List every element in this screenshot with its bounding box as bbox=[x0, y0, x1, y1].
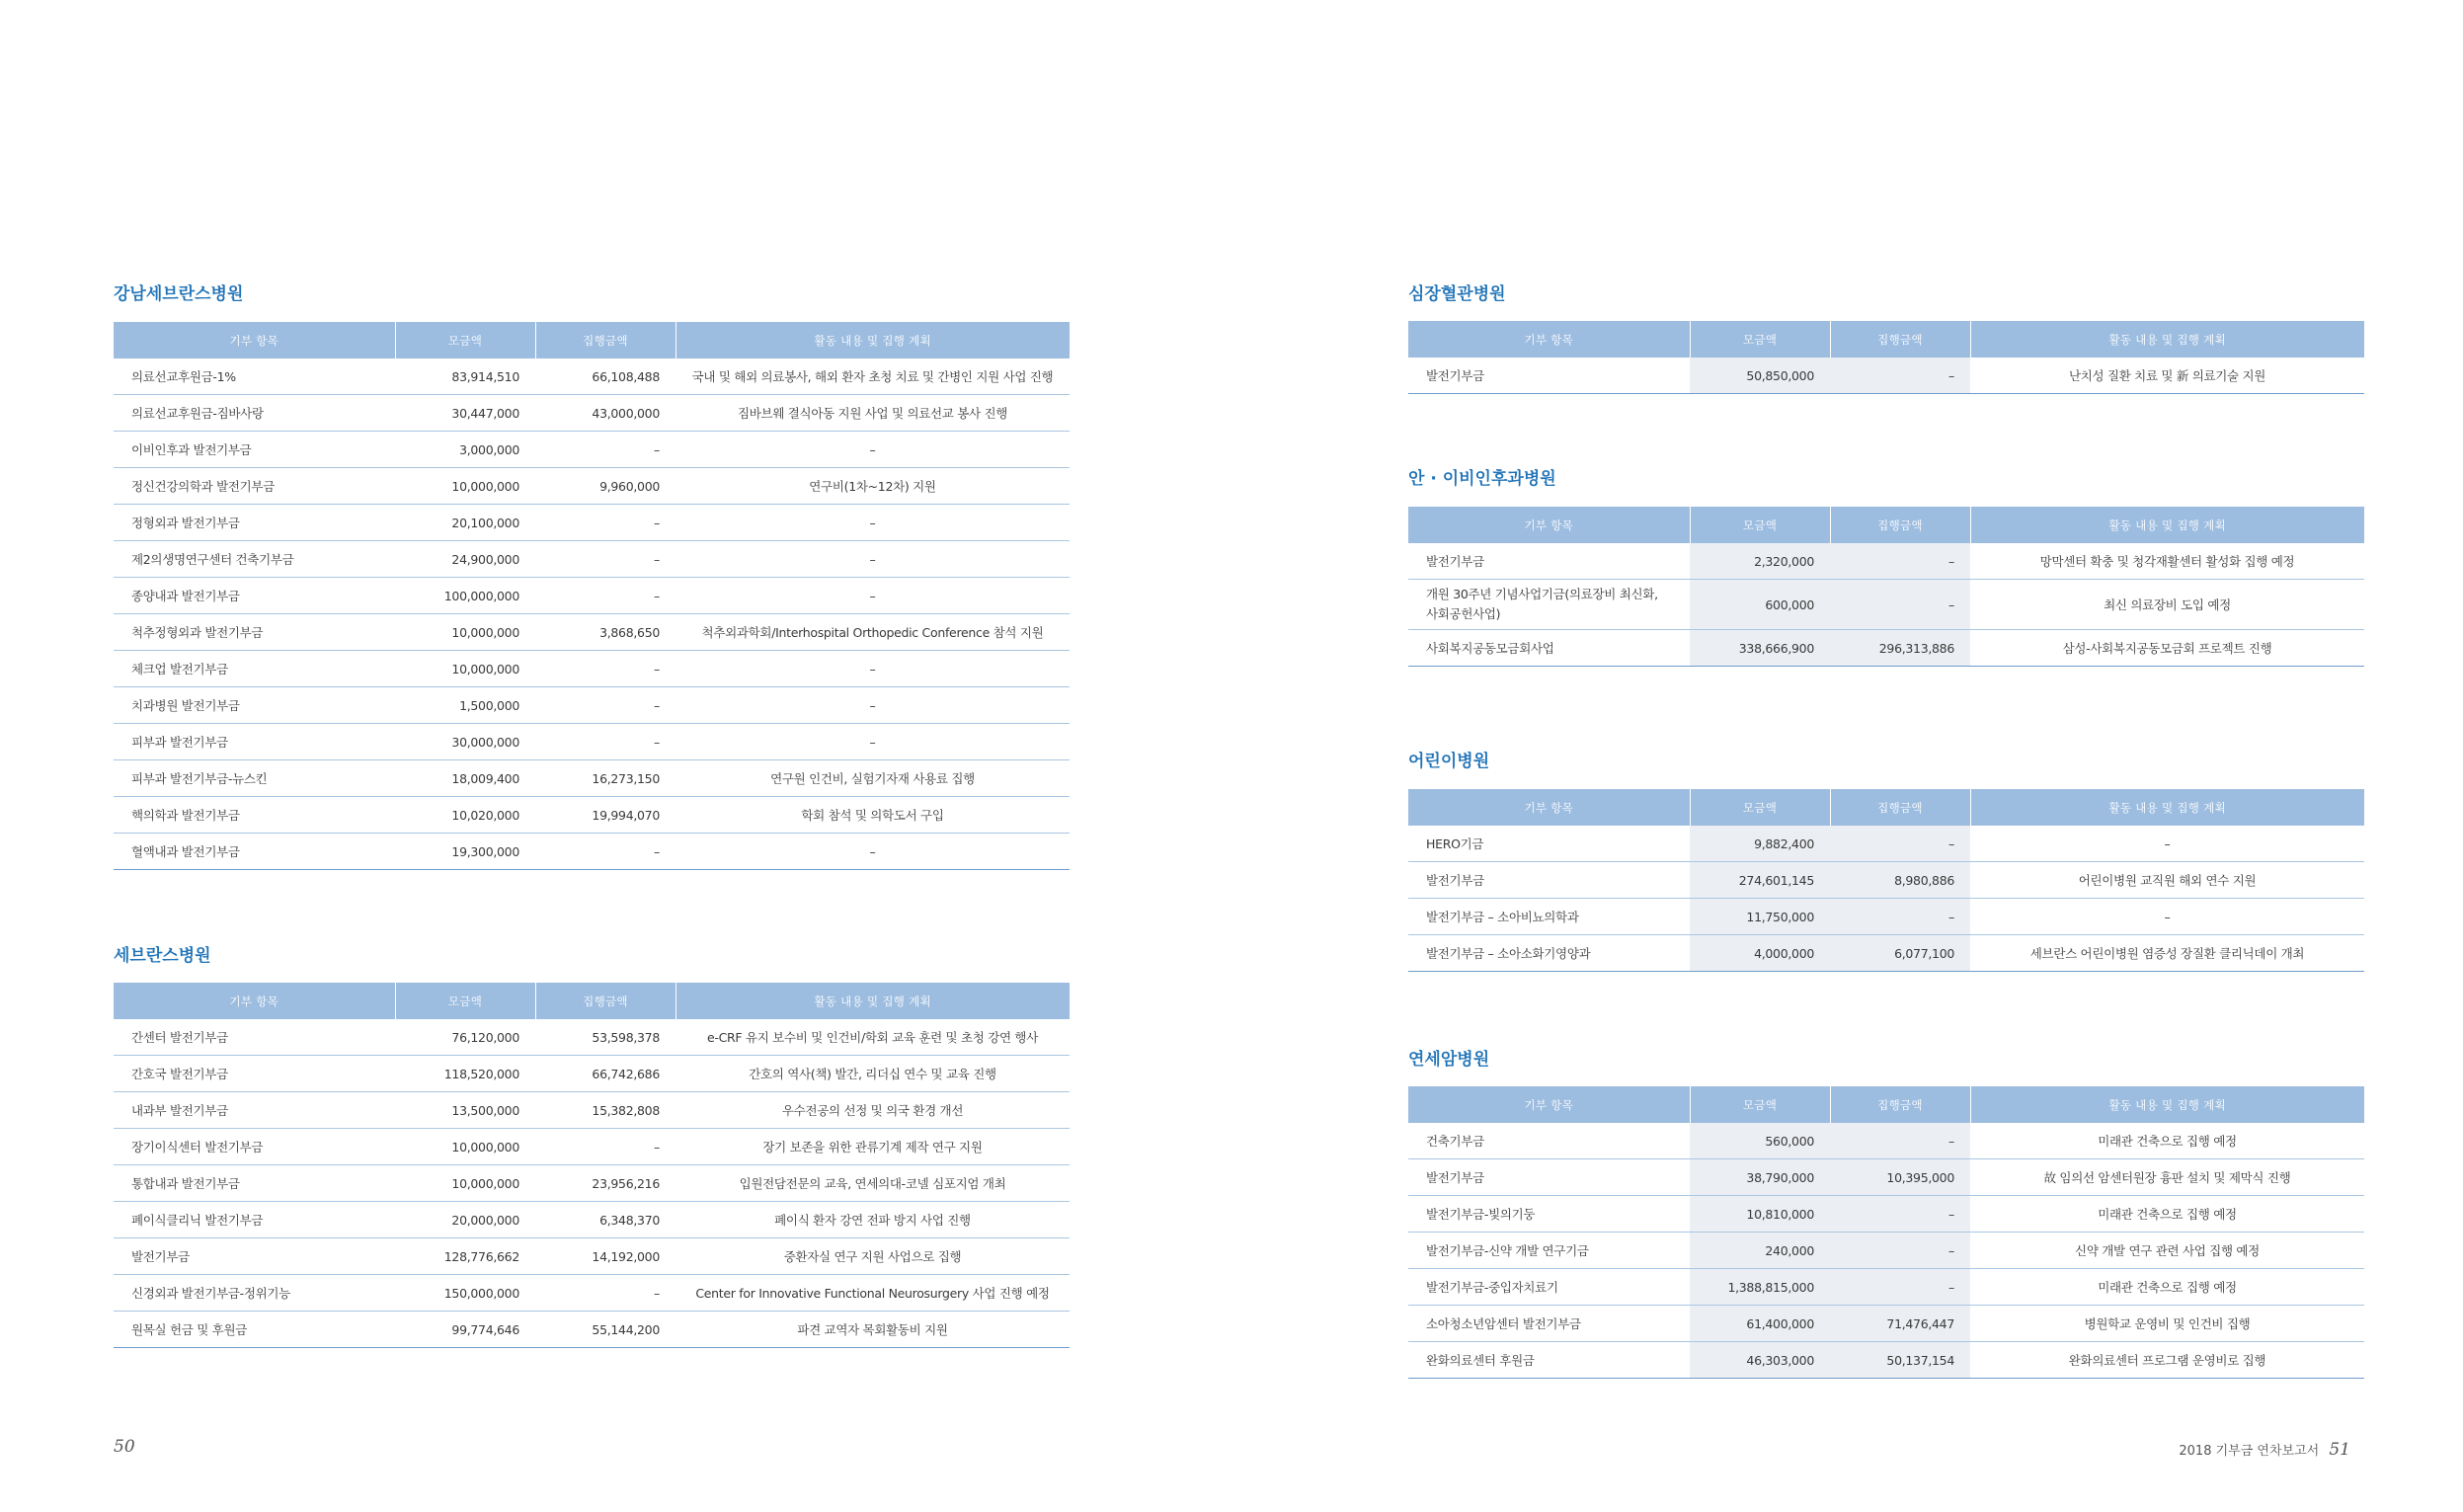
item-name: 통합내과 발전기부금 bbox=[114, 1165, 395, 1202]
raised-amount: 99,774,646 bbox=[395, 1312, 535, 1348]
raised-amount: 150,000,000 bbox=[395, 1275, 535, 1312]
activity-plan: – bbox=[675, 432, 1070, 468]
activity-plan: 완화의료센터 프로그램 운영비로 집행 bbox=[1970, 1342, 2364, 1379]
table-row bbox=[1408, 1342, 2364, 1379]
activity-plan: 연구비(1차~12차) 지원 bbox=[675, 468, 1070, 505]
report-title: 2018 기부금 연차보고서 bbox=[2179, 1444, 2320, 1459]
raised-amount: 3,000,000 bbox=[395, 432, 535, 468]
item-name: 척추정형외과 발전기부금 bbox=[114, 614, 395, 651]
raised-amount: 20,100,000 bbox=[395, 505, 535, 541]
raised-amount: 4,000,000 bbox=[1690, 935, 1830, 972]
header-raised: 모금액 bbox=[1690, 321, 1830, 358]
executed-amount: 50,137,154 bbox=[1830, 1342, 1970, 1379]
table-row bbox=[114, 651, 1070, 687]
raised-amount: 13,500,000 bbox=[395, 1092, 535, 1129]
executed-amount: 19,994,070 bbox=[535, 797, 675, 834]
item-name: 이비인후과 발전기부금 bbox=[114, 432, 395, 468]
table-row bbox=[114, 614, 1070, 651]
item-name: 발전기부금 bbox=[1408, 862, 1690, 899]
raised-amount: 118,520,000 bbox=[395, 1056, 535, 1092]
raised-amount: 10,000,000 bbox=[395, 1165, 535, 1202]
table-row bbox=[114, 797, 1070, 834]
activity-plan: e-CRF 유지 보수비 및 인건비/학회 교육 훈련 및 초청 강연 행사 bbox=[675, 1019, 1070, 1056]
raised-amount: 1,388,815,000 bbox=[1690, 1269, 1830, 1306]
item-name: 핵의학과 발전기부금 bbox=[114, 797, 395, 834]
raised-amount: 11,750,000 bbox=[1690, 899, 1830, 935]
activity-plan: – bbox=[675, 687, 1070, 724]
table-row bbox=[1408, 1123, 2364, 1159]
header-item: 기부 항목 bbox=[1408, 789, 1690, 826]
activity-plan: 짐바브웨 결식아동 지원 사업 및 의료선교 봉사 진행 bbox=[675, 395, 1070, 432]
section-title-cancer: 연세암병원 bbox=[1408, 1050, 1490, 1070]
item-name: 피부과 발전기부금-뉴스킨 bbox=[114, 760, 395, 797]
executed-amount: 6,077,100 bbox=[1830, 935, 1970, 972]
table-heart bbox=[1408, 321, 2364, 394]
item-name: 혈액내과 발전기부금 bbox=[114, 834, 395, 870]
table-row bbox=[1408, 826, 2364, 862]
table-row bbox=[1408, 899, 2364, 935]
table-row bbox=[114, 358, 1070, 395]
section-title-heart: 심장혈관병원 bbox=[1408, 284, 1506, 304]
executed-amount: 9,960,000 bbox=[535, 468, 675, 505]
table-row bbox=[1408, 358, 2364, 394]
activity-plan: 세브란스 어린이병원 염증성 장질환 클리닉데이 개최 bbox=[1970, 935, 2364, 972]
table-row bbox=[114, 505, 1070, 541]
header-executed: 집행금액 bbox=[1830, 789, 1970, 826]
table-row bbox=[114, 432, 1070, 468]
table-row bbox=[114, 1129, 1070, 1165]
executed-amount: 66,742,686 bbox=[535, 1056, 675, 1092]
table-row bbox=[114, 760, 1070, 797]
executed-amount: 6,348,370 bbox=[535, 1202, 675, 1238]
executed-amount: – bbox=[535, 651, 675, 687]
header-activity: 활동 내용 및 집행 계획 bbox=[675, 983, 1070, 1019]
activity-plan: 미래관 건축으로 집행 예정 bbox=[1970, 1269, 2364, 1306]
raised-amount: 10,000,000 bbox=[395, 1129, 535, 1165]
item-name: 폐이식클리닉 발전기부금 bbox=[114, 1202, 395, 1238]
raised-amount: 38,790,000 bbox=[1690, 1159, 1830, 1196]
table-row bbox=[1408, 1306, 2364, 1342]
header-item: 기부 항목 bbox=[114, 322, 395, 358]
executed-amount: 23,956,216 bbox=[535, 1165, 675, 1202]
activity-plan: 삼성-사회복지공동모금회 프로젝트 진행 bbox=[1970, 630, 2364, 667]
executed-amount: 8,980,886 bbox=[1830, 862, 1970, 899]
activity-plan: 미래관 건축으로 집행 예정 bbox=[1970, 1196, 2364, 1233]
item-name: 정형외과 발전기부금 bbox=[114, 505, 395, 541]
table-row bbox=[1408, 935, 2364, 972]
activity-plan: 국내 및 해외 의료봉사, 해외 환자 초청 치료 및 간병인 지원 사업 진행 bbox=[675, 358, 1070, 395]
table-row bbox=[1408, 543, 2364, 580]
table-row bbox=[114, 1275, 1070, 1312]
executed-amount: – bbox=[1830, 899, 1970, 935]
raised-amount: 240,000 bbox=[1690, 1233, 1830, 1269]
header-activity: 활동 내용 및 집행 계획 bbox=[1970, 789, 2364, 826]
section-title-severance: 세브란스병원 bbox=[114, 946, 211, 966]
header-executed: 집행금액 bbox=[1830, 507, 1970, 543]
executed-amount: 71,476,447 bbox=[1830, 1306, 1970, 1342]
executed-amount: 66,108,488 bbox=[535, 358, 675, 395]
raised-amount: 10,000,000 bbox=[395, 468, 535, 505]
executed-amount: 55,144,200 bbox=[535, 1312, 675, 1348]
header-raised: 모금액 bbox=[395, 322, 535, 358]
table-row bbox=[1408, 862, 2364, 899]
table-gangnam bbox=[114, 322, 1070, 870]
activity-plan: 최신 의료장비 도입 예정 bbox=[1970, 580, 2364, 630]
raised-amount: 338,666,900 bbox=[1690, 630, 1830, 667]
table-row bbox=[1408, 1269, 2364, 1306]
footer-right bbox=[2179, 1440, 2350, 1460]
activity-plan: – bbox=[1970, 899, 2364, 935]
item-name: 간센터 발전기부금 bbox=[114, 1019, 395, 1056]
header-activity: 활동 내용 및 집행 계획 bbox=[1970, 1086, 2364, 1123]
item-name: 피부과 발전기부금 bbox=[114, 724, 395, 760]
item-name: 의료선교후원금-1% bbox=[114, 358, 395, 395]
table-row bbox=[114, 1019, 1070, 1056]
table-row bbox=[114, 724, 1070, 760]
raised-amount: 30,000,000 bbox=[395, 724, 535, 760]
executed-amount: – bbox=[1830, 1123, 1970, 1159]
table-children bbox=[1408, 789, 2364, 972]
executed-amount: 53,598,378 bbox=[535, 1019, 675, 1056]
raised-amount: 10,810,000 bbox=[1690, 1196, 1830, 1233]
activity-plan: 연구원 인건비, 실험기자재 사용료 집행 bbox=[675, 760, 1070, 797]
raised-amount: 30,447,000 bbox=[395, 395, 535, 432]
raised-amount: 100,000,000 bbox=[395, 578, 535, 614]
executed-amount: – bbox=[1830, 358, 1970, 394]
executed-amount: – bbox=[535, 432, 675, 468]
item-name: 발전기부금-신약 개발 연구기금 bbox=[1408, 1233, 1690, 1269]
activity-plan: – bbox=[675, 724, 1070, 760]
table-severance bbox=[114, 983, 1070, 1348]
activity-plan: 폐이식 환자 강연 전파 방지 사업 진행 bbox=[675, 1202, 1070, 1238]
table-row bbox=[114, 468, 1070, 505]
item-name: 발전기부금 bbox=[114, 1238, 395, 1275]
raised-amount: 2,320,000 bbox=[1690, 543, 1830, 580]
item-name: 발전기부금 bbox=[1408, 543, 1690, 580]
header-activity: 활동 내용 및 집행 계획 bbox=[675, 322, 1070, 358]
item-name: 내과부 발전기부금 bbox=[114, 1092, 395, 1129]
item-name: HERO기금 bbox=[1408, 826, 1690, 862]
table-row bbox=[1408, 630, 2364, 667]
executed-amount: – bbox=[1830, 543, 1970, 580]
raised-amount: 10,000,000 bbox=[395, 651, 535, 687]
raised-amount: 18,009,400 bbox=[395, 760, 535, 797]
item-name: 소아청소년암센터 발전기부금 bbox=[1408, 1306, 1690, 1342]
activity-plan: 입원전담전문의 교육, 연세의대-코넬 심포지엄 개최 bbox=[675, 1165, 1070, 1202]
item-name: 건축기부금 bbox=[1408, 1123, 1690, 1159]
activity-plan: 병원학교 운영비 및 인건비 집행 bbox=[1970, 1306, 2364, 1342]
item-name: 장기이식센터 발전기부금 bbox=[114, 1129, 395, 1165]
table-row bbox=[1408, 1159, 2364, 1196]
raised-amount: 128,776,662 bbox=[395, 1238, 535, 1275]
executed-amount: – bbox=[1830, 580, 1970, 630]
header-item: 기부 항목 bbox=[1408, 321, 1690, 358]
item-name: 발전기부금-중입자치료기 bbox=[1408, 1269, 1690, 1306]
activity-plan: 간호의 역사(책) 발간, 리더십 연수 및 교육 진행 bbox=[675, 1056, 1070, 1092]
activity-plan: – bbox=[675, 505, 1070, 541]
table-row bbox=[114, 1092, 1070, 1129]
executed-amount: 15,382,808 bbox=[535, 1092, 675, 1129]
section-title-gangnam: 강남세브란스병원 bbox=[114, 284, 244, 304]
item-name: 신경외과 발전기부금-정위기능 bbox=[114, 1275, 395, 1312]
activity-plan: 파견 교역자 목회활동비 지원 bbox=[675, 1312, 1070, 1348]
header-raised: 모금액 bbox=[1690, 789, 1830, 826]
raised-amount: 560,000 bbox=[1690, 1123, 1830, 1159]
item-name: 발전기부금 – 소아소화기영양과 bbox=[1408, 935, 1690, 972]
table-row bbox=[114, 834, 1070, 870]
activity-plan: 미래관 건축으로 집행 예정 bbox=[1970, 1123, 2364, 1159]
executed-amount: – bbox=[535, 687, 675, 724]
executed-amount: 16,273,150 bbox=[535, 760, 675, 797]
activity-plan: 망막센터 확충 및 청각재활센터 활성화 집행 예정 bbox=[1970, 543, 2364, 580]
executed-amount: 296,313,886 bbox=[1830, 630, 1970, 667]
activity-plan: 장기 보존을 위한 관류기계 제작 연구 지원 bbox=[675, 1129, 1070, 1165]
executed-amount: 43,000,000 bbox=[535, 395, 675, 432]
item-name: 발전기부금 – 소아비뇨의학과 bbox=[1408, 899, 1690, 935]
table-row bbox=[1408, 1233, 2364, 1269]
activity-plan: Center for Innovative Functional Neurosurgery 사업 진행 예정 bbox=[675, 1275, 1070, 1312]
raised-amount: 600,000 bbox=[1690, 580, 1830, 630]
header-activity: 활동 내용 및 집행 계획 bbox=[1970, 321, 2364, 358]
header-raised: 모금액 bbox=[395, 983, 535, 1019]
item-name: 사회복지공동모금회사업 bbox=[1408, 630, 1690, 667]
header-activity: 활동 내용 및 집행 계획 bbox=[1970, 507, 2364, 543]
activity-plan: 척추외과학회/Interhospital Orthopedic Conference 참석 지원 bbox=[675, 614, 1070, 651]
section-title-children: 어린이병원 bbox=[1408, 752, 1490, 771]
item-name: 종양내과 발전기부금 bbox=[114, 578, 395, 614]
raised-amount: 76,120,000 bbox=[395, 1019, 535, 1056]
activity-plan: 故 임의선 암센터원장 흉판 설치 및 제막식 진행 bbox=[1970, 1159, 2364, 1196]
executed-amount: – bbox=[1830, 826, 1970, 862]
executed-amount: – bbox=[535, 724, 675, 760]
table-row bbox=[114, 1202, 1070, 1238]
activity-plan: – bbox=[675, 651, 1070, 687]
section-title-eye: 안 · 이비인후과병원 bbox=[1408, 469, 1556, 489]
activity-plan: 우수전공의 선정 및 의국 환경 개선 bbox=[675, 1092, 1070, 1129]
raised-amount: 9,882,400 bbox=[1690, 826, 1830, 862]
header-raised: 모금액 bbox=[1690, 507, 1830, 543]
page-number-left: 50 bbox=[114, 1437, 135, 1457]
executed-amount: – bbox=[535, 1275, 675, 1312]
item-name: 제2의생명연구센터 건축기부금 bbox=[114, 541, 395, 578]
raised-amount: 19,300,000 bbox=[395, 834, 535, 870]
executed-amount: – bbox=[535, 505, 675, 541]
table-row bbox=[1408, 580, 2364, 630]
header-executed: 집행금액 bbox=[1830, 1086, 1970, 1123]
header-raised: 모금액 bbox=[1690, 1086, 1830, 1123]
raised-amount: 46,303,000 bbox=[1690, 1342, 1830, 1379]
item-name: 체크업 발전기부금 bbox=[114, 651, 395, 687]
table-eye bbox=[1408, 507, 2364, 667]
table-row bbox=[114, 578, 1070, 614]
activity-plan: – bbox=[1970, 826, 2364, 862]
raised-amount: 83,914,510 bbox=[395, 358, 535, 395]
table-row bbox=[114, 687, 1070, 724]
item-name: 치과병원 발전기부금 bbox=[114, 687, 395, 724]
item-name: 간호국 발전기부금 bbox=[114, 1056, 395, 1092]
table-row bbox=[114, 1056, 1070, 1092]
item-name: 정신건강의학과 발전기부금 bbox=[114, 468, 395, 505]
executed-amount: – bbox=[535, 1129, 675, 1165]
executed-amount: – bbox=[1830, 1196, 1970, 1233]
raised-amount: 20,000,000 bbox=[395, 1202, 535, 1238]
activity-plan: – bbox=[675, 578, 1070, 614]
executed-amount: – bbox=[535, 834, 675, 870]
raised-amount: 61,400,000 bbox=[1690, 1306, 1830, 1342]
executed-amount: – bbox=[535, 578, 675, 614]
executed-amount: – bbox=[535, 541, 675, 578]
table-row bbox=[114, 395, 1070, 432]
raised-amount: 10,020,000 bbox=[395, 797, 535, 834]
item-name: 완화의료센터 후원금 bbox=[1408, 1342, 1690, 1379]
header-executed: 집행금액 bbox=[535, 322, 675, 358]
raised-amount: 24,900,000 bbox=[395, 541, 535, 578]
item-name: 발전기부금 bbox=[1408, 1159, 1690, 1196]
executed-amount: – bbox=[1830, 1233, 1970, 1269]
activity-plan: 학회 참석 및 의학도서 구입 bbox=[675, 797, 1070, 834]
item-name: 원목실 헌금 및 후원금 bbox=[114, 1312, 395, 1348]
item-name: 발전기부금-빛의기둥 bbox=[1408, 1196, 1690, 1233]
table-row bbox=[114, 541, 1070, 578]
executed-amount: 14,192,000 bbox=[535, 1238, 675, 1275]
header-executed: 집행금액 bbox=[1830, 321, 1970, 358]
table-cancer bbox=[1408, 1086, 2364, 1379]
page-number-right: 51 bbox=[2329, 1440, 2350, 1460]
activity-plan: 중환자실 연구 지원 사업으로 집행 bbox=[675, 1238, 1070, 1275]
raised-amount: 1,500,000 bbox=[395, 687, 535, 724]
raised-amount: 10,000,000 bbox=[395, 614, 535, 651]
activity-plan: 어린이병원 교직원 해외 연수 지원 bbox=[1970, 862, 2364, 899]
item-name: 발전기부금 bbox=[1408, 358, 1690, 394]
table-row bbox=[114, 1238, 1070, 1275]
table-row bbox=[1408, 1196, 2364, 1233]
table-row bbox=[114, 1165, 1070, 1202]
activity-plan: 신약 개발 연구 관련 사업 집행 예정 bbox=[1970, 1233, 2364, 1269]
item-name: 개원 30주년 기념사업기금(의료장비 최신화, 사회공헌사업) bbox=[1408, 580, 1690, 630]
activity-plan: 난치성 질환 치료 및 新 의료기술 지원 bbox=[1970, 358, 2364, 394]
executed-amount: 3,868,650 bbox=[535, 614, 675, 651]
header-item: 기부 항목 bbox=[1408, 1086, 1690, 1123]
executed-amount: 10,395,000 bbox=[1830, 1159, 1970, 1196]
activity-plan: – bbox=[675, 834, 1070, 870]
header-item: 기부 항목 bbox=[114, 983, 395, 1019]
table-row bbox=[114, 1312, 1070, 1348]
executed-amount: – bbox=[1830, 1269, 1970, 1306]
raised-amount: 274,601,145 bbox=[1690, 862, 1830, 899]
raised-amount: 50,850,000 bbox=[1690, 358, 1830, 394]
activity-plan: – bbox=[675, 541, 1070, 578]
item-name: 의료선교후원금-짐바사랑 bbox=[114, 395, 395, 432]
header-executed: 집행금액 bbox=[535, 983, 675, 1019]
header-item: 기부 항목 bbox=[1408, 507, 1690, 543]
